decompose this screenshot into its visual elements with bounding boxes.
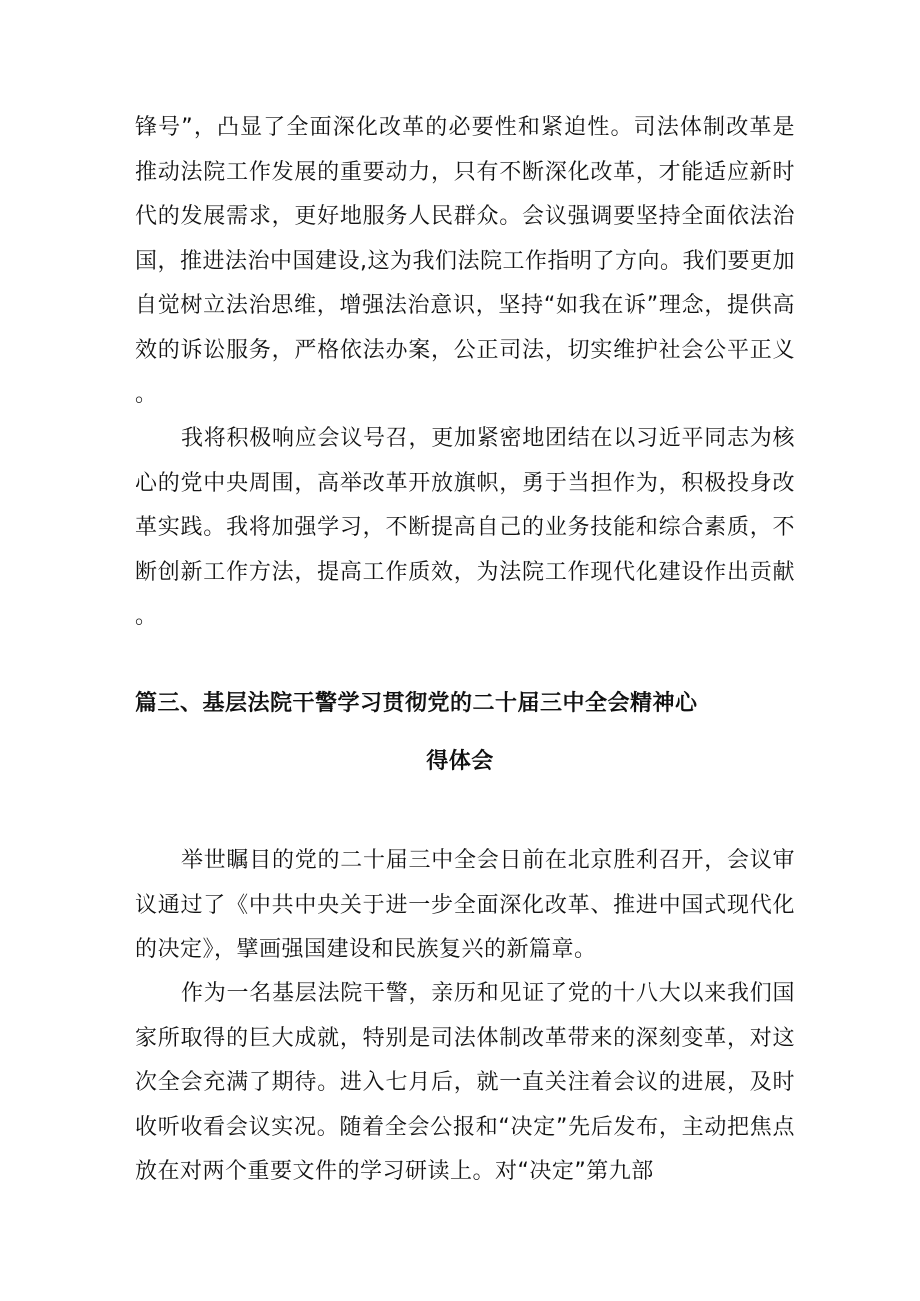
section-paragraph-intro: 举世瞩目的党的二十届三中全会日前在北京胜利召开，会议审议通过了《中共中央关于进一步全面深化改革、推进中国式现代化的决定》，擘画强国建设和民族复兴的新篇章。 [135,848,795,962]
section-heading-line1: 篇三、基层法院干警学习贯彻党的二十届三中全会精神心 [135,691,698,716]
body-paragraph-continuation: 锋号”，凸显了全面深化改革的必要性和紧迫性。司法体制改革是推动法院工作发展的重要动力，只有不断深化改革，才能适应新时代的发展需求，更好地服务人民群众。会议强调要坚持全面依法治国，推进法治中国建设,这为我们法院工作指明了方向。我们要更加自觉树立法治思维，增强法治意识，坚持“如我在诉”理念，提供高效的诉讼服务，严格依法办案，公正司法，切实维护社会公平正义。 [135,115,795,407]
section-heading-line2: 得体会 [426,749,494,774]
section-paragraph-experience: 作为一名基层法院干警，亲历和见证了党的十八大以来我们国家所取得的巨大成就，特别是司法体制改革带来的深刻变革，对这次全会充满了期待。进入七月后，就一直关注着会议的进展，及时收听收看会议实况。随着全会公报和“决定”先后发布，主动把焦点放在对两个重要文件的学习研读上。对“决定”第九部 [135,981,795,1184]
body-paragraph-commitment: 我将积极响应会议号召，更加紧密地团结在以习近平同志为核心的党中央周围，高举改革开放旗帜，勇于当担作为，积极投身改革实践。我将加强学习，不断提高自己的业务技能和综合素质，不断创新工作方法，提高工作质效，为法院工作现代化建设作出贡献。 [135,426,795,629]
